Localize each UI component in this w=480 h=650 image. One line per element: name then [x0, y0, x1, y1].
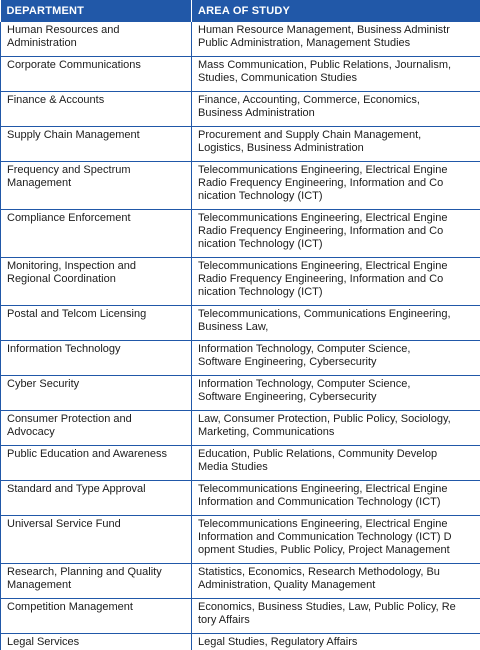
department-cell-line: Consumer Protection and — [7, 413, 132, 425]
area-of-study-cell-line: Software Engineering, Cybersecurity — [198, 356, 377, 368]
table-row — [1, 599, 480, 634]
area-of-study-cell-line: Legal Studies, Regulatory Affairs — [198, 636, 358, 648]
area-of-study-cell-line: Logistics, Business Administration — [198, 142, 364, 154]
department-cell-line: Management — [7, 177, 72, 189]
department-cell — [1, 599, 192, 634]
department-cell-line: Universal Service Fund — [7, 518, 121, 530]
area-of-study-cell-line: Business Administration — [198, 107, 315, 119]
area-of-study-cell — [192, 57, 480, 92]
area-of-study-cell-line: Information and Communication Technology (ICT) — [198, 496, 441, 508]
department-cell-line: Postal and Telcom Licensing — [7, 308, 147, 320]
department-cell — [1, 306, 192, 341]
department-cell-line: Management — [7, 579, 72, 591]
department-cell — [1, 481, 192, 516]
area-of-study-cell — [192, 258, 480, 306]
department-cell-line: Finance & Accounts — [7, 94, 105, 106]
table-row — [1, 481, 480, 516]
area-of-study-cell — [192, 564, 480, 599]
area-of-study-cell-line: opment Studies, Public Policy, Project Management — [198, 544, 450, 556]
area-of-study-cell-line: nication Technology (ICT) — [198, 190, 323, 202]
department-cell-line: Regional Coordination — [7, 273, 116, 285]
area-of-study-cell — [192, 446, 480, 481]
area-of-study-cell-line: Information Technology, Computer Science, — [198, 378, 411, 390]
area-of-study-cell — [192, 306, 480, 341]
department-cell — [1, 210, 192, 258]
area-of-study-cell — [192, 127, 480, 162]
area-of-study-cell — [192, 516, 480, 564]
department-cell-line: Standard and Type Approval — [7, 483, 146, 495]
area-of-study-cell-line: Telecommunications Engineering, Electrical Engine — [198, 260, 448, 272]
table-row — [1, 57, 480, 92]
area-of-study-cell-line: Telecommunications Engineering, Electrical Engine — [198, 483, 448, 495]
department-cell — [1, 446, 192, 481]
area-of-study-cell-line: Radio Frequency Engineering, Information and Co — [198, 177, 444, 189]
area-of-study-cell-line: Business Law, — [198, 321, 269, 333]
department-cell — [1, 57, 192, 92]
area-of-study-cell-line: Mass Communication, Public Relations, Journalism, — [198, 59, 452, 71]
department-cell-line: Monitoring, Inspection and — [7, 260, 137, 272]
area-of-study-cell-line: Economics, Business Studies, Law, Public Policy, Re — [198, 601, 456, 613]
department-cell — [1, 516, 192, 564]
area-of-study-cell-line: Telecommunications Engineering, Electrical Engine — [198, 164, 448, 176]
table-row — [1, 210, 480, 258]
table-row — [1, 376, 480, 411]
area-of-study-cell-line: Telecommunications Engineering, Electrical Engine — [198, 212, 448, 224]
department-cell-line: Supply Chain Management — [7, 129, 140, 141]
area-of-study-cell-line: Finance, Accounting, Commerce, Economics, — [198, 94, 420, 106]
area-of-study-cell — [192, 341, 480, 376]
area-of-study-cell-line: Marketing, Communications — [198, 426, 335, 438]
department-cell-line: Legal Services — [7, 636, 80, 648]
area-of-study-cell-line: Radio Frequency Engineering, Information and Co — [198, 273, 444, 285]
area-of-study-cell-line: Studies, Communication Studies — [198, 72, 357, 84]
area-of-study-cell-line: Law, Consumer Protection, Public Policy, Sociology, — [198, 413, 451, 425]
table-header-row — [1, 0, 480, 22]
department-cell-line: Compliance Enforcement — [7, 212, 131, 224]
area-of-study-cell — [192, 162, 480, 210]
area-of-study-cell-line: Information Technology, Computer Science, — [198, 343, 411, 355]
area-of-study-cell-line: Radio Frequency Engineering, Information and Co — [198, 225, 444, 237]
table-row — [1, 516, 480, 564]
department-cell-line: Public Education and Awareness — [7, 448, 168, 460]
department-cell — [1, 92, 192, 127]
department-cell — [1, 341, 192, 376]
area-of-study-cell-line: Telecommunications Engineering, Electrical Engine — [198, 518, 448, 530]
department-cell — [1, 22, 192, 57]
department-cell-line: Competition Management — [7, 601, 133, 613]
table-row — [1, 258, 480, 306]
department-cell — [1, 564, 192, 599]
area-of-study-cell-line: nication Technology (ICT) — [198, 238, 323, 250]
header-department: DEPARTMENT — [1, 0, 192, 22]
table-row — [1, 446, 480, 481]
area-of-study-cell — [192, 92, 480, 127]
table-body — [1, 22, 480, 650]
department-cell — [1, 162, 192, 210]
department-cell — [1, 634, 192, 650]
department-cell-line: Information Technology — [7, 343, 121, 355]
department-cell — [1, 376, 192, 411]
table-row — [1, 634, 480, 650]
area-of-study-cell-line: tory Affairs — [198, 614, 250, 626]
department-cell-line: Human Resources and — [7, 24, 120, 36]
header-area-of-study: AREA OF STUDY — [192, 0, 480, 22]
area-of-study-cell — [192, 376, 480, 411]
table-row — [1, 564, 480, 599]
area-of-study-cell — [192, 411, 480, 446]
area-of-study-cell-line: Administration, Quality Management — [198, 579, 376, 591]
department-cell — [1, 411, 192, 446]
area-of-study-cell — [192, 481, 480, 516]
department-cell-line: Frequency and Spectrum — [7, 164, 131, 176]
area-of-study-cell — [192, 22, 480, 57]
department-cell — [1, 127, 192, 162]
department-cell-line: Corporate Communications — [7, 59, 141, 71]
table-row — [1, 162, 480, 210]
area-of-study-cell-line: Software Engineering, Cybersecurity — [198, 391, 377, 403]
area-of-study-cell-line: Information and Communication Technology (ICT) D — [198, 531, 452, 543]
area-of-study-cell-line: Education, Public Relations, Community Develop — [198, 448, 438, 460]
table-row — [1, 127, 480, 162]
area-of-study-cell-line: Procurement and Supply Chain Management, — [198, 129, 422, 141]
area-of-study-cell-line: Telecommunications, Communications Engineering, — [198, 308, 451, 320]
table-row — [1, 341, 480, 376]
area-of-study-cell-line: Public Administration, Management Studies — [198, 37, 411, 49]
area-of-study-cell-line: Media Studies — [198, 461, 268, 473]
table-row — [1, 411, 480, 446]
area-of-study-cell — [192, 599, 480, 634]
department-cell-line: Administration — [7, 37, 77, 49]
table-row — [1, 306, 480, 341]
area-of-study-cell-line: Human Resource Management, Business Administr — [198, 24, 450, 36]
area-of-study-cell — [192, 634, 480, 650]
area-of-study-cell-line: nication Technology (ICT) — [198, 286, 323, 298]
department-cell-line: Cyber Security — [7, 378, 80, 390]
table-row — [1, 92, 480, 127]
department-cell-line: Research, Planning and Quality — [7, 566, 162, 578]
area-of-study-cell — [192, 210, 480, 258]
table-row — [1, 22, 480, 57]
department-cell-line: Advocacy — [7, 426, 55, 438]
department-cell — [1, 258, 192, 306]
area-of-study-cell-line: Statistics, Economics, Research Methodology, Bu — [198, 566, 440, 578]
